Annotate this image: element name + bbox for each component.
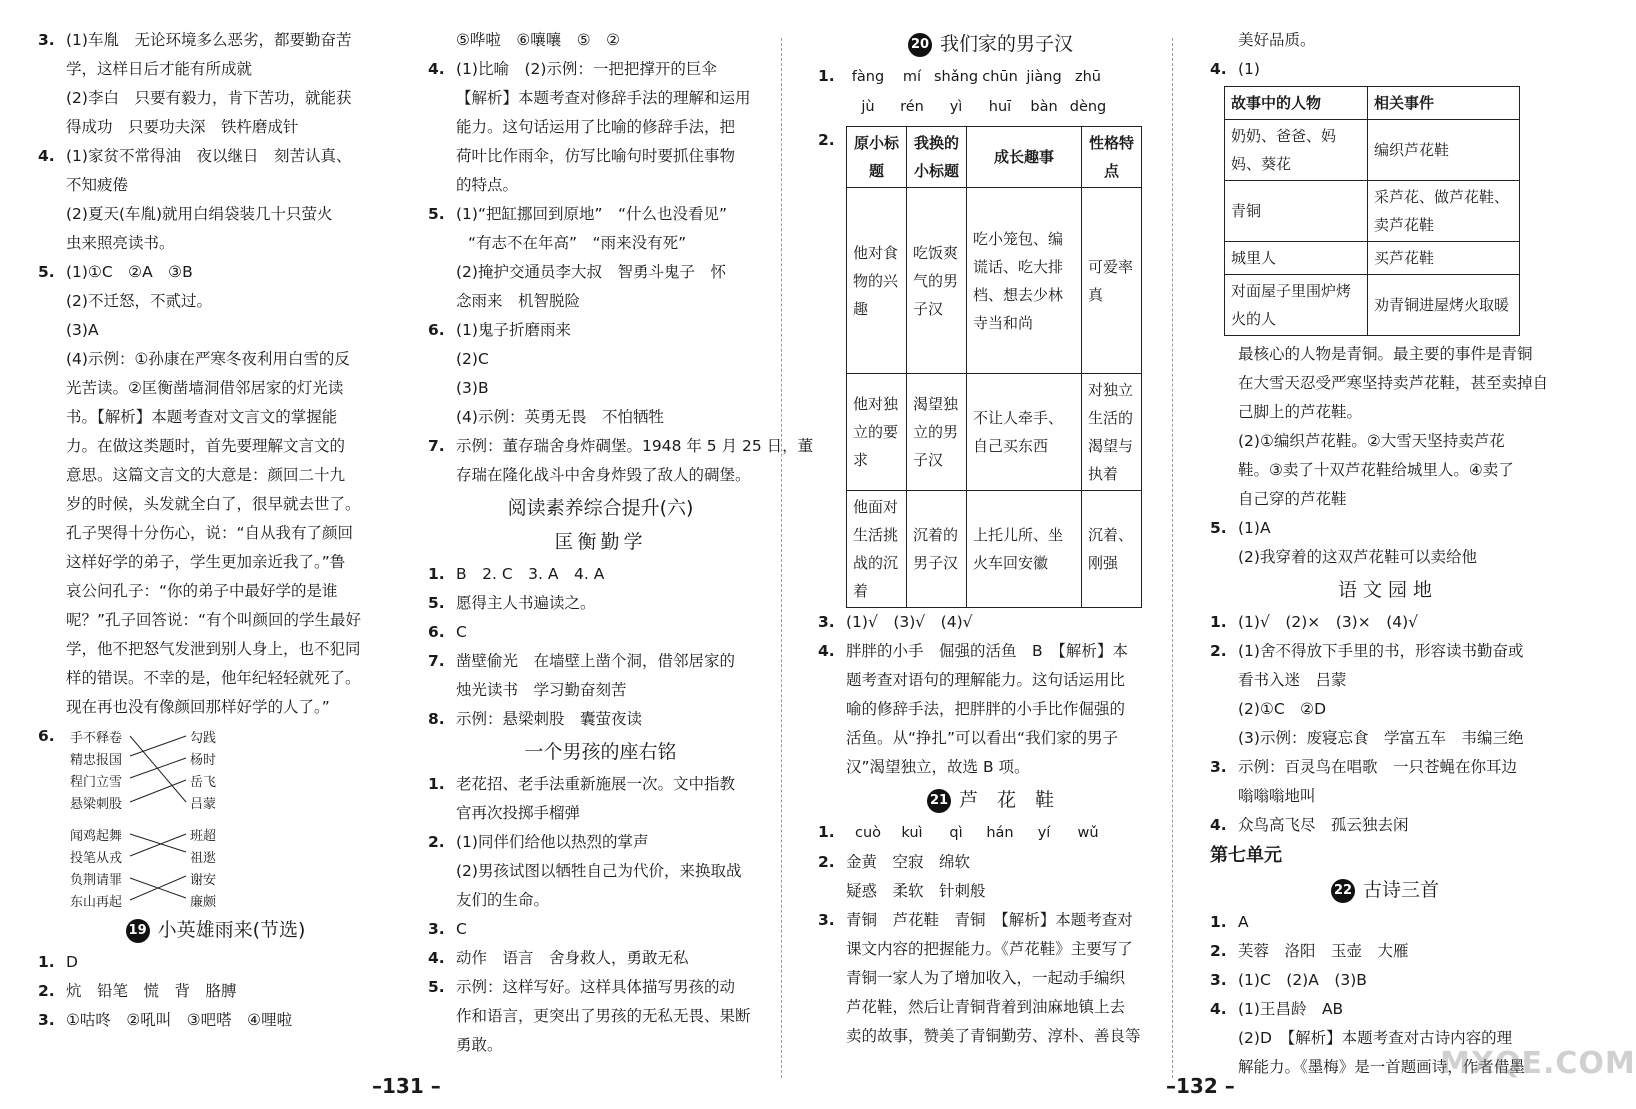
match-left: 负荆请罪	[70, 873, 123, 888]
subsection-title: 一个男孩的座右铭	[524, 741, 677, 763]
column-divider	[1172, 38, 1173, 1078]
question-7: 7. 示例：董存瑞舍身炸碉堡。1948 年 5 月 25 日，董 存瑞在隆化战斗中舍身炸毁了敌人的碉堡。	[428, 437, 814, 484]
lesson-number-badge: 21	[927, 789, 951, 813]
match-left: 投笔从戎	[70, 851, 123, 866]
section-title: 阅读素养综合提升(六)	[507, 497, 694, 519]
column-2: ⑤哗啦 ⑥嚷嚷 ⑤ ② 4. (1)比喻 (2)示例：一把把撑开的巨伞 【解析】本题考查对修辞手法的理解和运用 能力。这句话运用了比喻的修辞手法，把 荷叶比作雨伞，仿写比喻句时要抓住事物 的特点。 5. (1)“把缸挪回到原地” “什么也没看见” “有志不在年高” “雨来没有死” (2)掩护交通员李大叔 智勇斗鬼子 怀 念雨来 机智脱险 6. (1)鬼子折磨雨来 (2)C (3)B (4)示例：英勇无畏 不怕牺牲 7. 示例：董存瑞舍身炸碉堡。1948 年 5 月 25 日，董 存瑞在隆化战斗中舍身炸毁了敌人的碉堡。 阅读素养综合提升(六) 匡衡勤学 1. B 2. C 3. A 4. A 5. 愿得主人书遍读之。 6. C 7. 凿壁偷光 在墙壁上凿个洞，借邻居家的 烛光读书 学习勤奋刻苦 8. 示例：悬梁刺股 囊萤夜读 一个男孩的座右铭 1. 老花招、老手法重新施展一次。文中指教 官再次投掷手榴弹 2. (1)同伴们给他以热烈的掌声 (2)男孩试图以牺牲自己为代价，来换取战 友们的生命。 3. C 4. 动作 语言 舍身救人，勇敢无私 5. 示例：这样写好。这样具体描写男孩的动 作和语言，更突出了男孩的无私无畏、果断 勇敢。	[428, 31, 814, 1054]
lesson-number-badge: 20	[908, 33, 932, 57]
section-title: 语 文 园 地	[1337, 579, 1433, 601]
question-1-pinyin: 1. fàng mí shǎng chūn jiàng zhū jù rén yì huī bàn dèng	[818, 67, 1107, 115]
question-6: 6. (1)鬼子折磨雨来 (2)C (3)B (4)示例：英勇无畏 不怕牺牲	[428, 321, 664, 426]
question-2-table: 2. 原小标题 我换的小标题 成长趣事 性格特点 他对食物的兴趣 吃饭爽气的男子汉 吃小笼包、编谎话、吃大排档、想去少林寺当和尚 可爱率真 他对独立的要求 渴望独立的男子汉 不让人牵手、自己买东西 对独立生活的渴望与执着 他面对生活挑战的沉着 沉着的男子汉 上托儿所、坐火车回安徽 沉着、刚强	[818, 126, 1163, 608]
table-row: 青铜 采芦花、做芦花鞋、卖芦花鞋	[1225, 181, 1520, 242]
subsection-title: 匡衡勤学	[554, 531, 647, 553]
match-left: 东山再起	[70, 895, 123, 910]
column-1: 3. (1)车胤 无论环境多么恶劣，都要勤奋苦 学，这样日后才能有所成就 (2)李白 只要有毅力，肯下苦功，就能获 得成功 只要功夫深 铁杵磨成针 4. (1)家贫不常得油 夜以继日 刻苦认真、 不知疲倦 (2)夏天(车胤)就用白绢袋装几十只萤火 虫来照亮读书。 5. (1)①C ②A ③B (2)不迁怒，不贰过。 (3)A (4)示例：①孙康在严寒冬夜利用白雪的反 光苦读。②匡衡凿墙洞借邻居家的灯光读 书。【解析】本题考查对文言文的掌握能 力。在做这类题时，首先要理解文言文的 意思。这篇文言文的大意是：颜回二十九 岁的时候，头发就全白了，很早就去世了。 孔子哭得十分伤心，说：“自从我有了颜回 这样好学的弟子，学生更加亲近我了。”鲁 哀公问孔子：“你的弟子中最好学的是谁 呢？”孔子回答说：“有个叫颜回的学生最好 学，他不把怒气发泄到别人身上，也不犯同 样的错误。不幸的是，他年纪轻轻就死了。 现在再也没有像颜回那样好学的人了。” 6. 手不释卷 精忠报国 程门立雪 悬梁刺股 勾践 杨时 岳飞 吕蒙 闻鸡起舞 投笔从戎 负荆请罪 东山再起 班超 祖逖 谢安 廉颇 19 小英雄雨来(节选) 1. D 2. 炕 铅笔 慌 背 胳膊 3. ①咕咚 ②吼叫 ③吧嗒 ④哩啦	[38, 26, 393, 1035]
lesson-number-badge: 22	[1331, 879, 1355, 903]
lesson-19-heading: 19 小英雄雨来(节选)	[38, 914, 393, 946]
table-row: 他面对生活挑战的沉着 沉着的男子汉 上托儿所、坐火车回安徽 沉着、刚强	[847, 491, 1142, 608]
match-right: 岳飞	[190, 775, 217, 790]
match-left: 精忠报国	[70, 753, 123, 768]
match-left: 手不释卷	[70, 731, 123, 746]
unit-title: 第七单元	[1210, 845, 1282, 866]
match-right: 杨时	[190, 753, 217, 768]
column-4: 美好品质。 4. (1) 故事中的人物 相关事件 奶奶、爸爸、妈妈、葵花 编织芦花鞋 青铜 采芦花、做芦花鞋、卖芦花鞋 城里人 买芦花鞋 对面屋子里围炉烤火的人 劝青铜进屋烤火取暖 最核心的人物是青铜。最主要的事件是青铜 在大雪天忍受严寒坚持卖芦花鞋，甚至卖掉自 己脚上的芦花鞋。 (2)①编织芦花鞋。②大雪天坚持卖芦花 鞋。③卖了十双芦花鞋给城里人。④卖了 自己穿的芦花鞋 5. (1)A (2)我穿着的这双芦花鞋可以卖给他 语 文 园 地 1. (1)√ (2)× (3)× (4)√ 2. (1)舍不得放下手里的书，形容读书勤奋或 看书入迷 吕蒙 (2)①C ②D (3)示例：废寝忘食 学富五车 韦编三绝 3. 示例：百灵鸟在唱歌 一只苍蝇在你耳边 嗡嗡嗡地叫 4. 众鸟高飞尽 孤云独去闲 第七单元 22 古诗三首 1. A 2. 芙蓉 洛阳 玉壶 大雁 3. (1)C (2)A (3)B 4. (1)王昌龄 AB (2)D 【解析】本题考查对古诗内容的理 解能力。《墨梅》是一首题画诗，作者借墨	[1210, 26, 1560, 1082]
question-4: 4. (1)家贫不常得油 夜以继日 刻苦认真、 不知疲倦 (2)夏天(车胤)就用白绢袋装几十只萤火 虫来照亮读书。	[38, 147, 352, 252]
match-right: 吕蒙	[190, 797, 217, 812]
table-row: 奶奶、爸爸、妈妈、葵花 编织芦花鞋	[1225, 120, 1520, 181]
table-row: 城里人 买芦花鞋	[1225, 242, 1520, 275]
question-5: 5. (1)“把缸挪回到原地” “什么也没看见” “有志不在年高” “雨来没有死” (2)掩护交通员李大叔 智勇斗鬼子 怀 念雨来 机智脱险	[428, 205, 728, 310]
match-right: 班超	[190, 829, 217, 844]
match-right: 谢安	[190, 873, 217, 888]
question-4: 4. 胖胖的小手 倔强的活鱼 B 【解析】本 题考查对语句的理解能力。这句话运用比 喻的修辞手法，把胖胖的小手比作倔强的 活鱼。从“挣扎”可以看出“我们家的男子 汉”渴望独立，故选 B 项。	[818, 642, 1128, 776]
match-right: 廉颇	[190, 895, 217, 910]
table-row: 对面屋子里围炉烤火的人 劝青铜进屋烤火取暖	[1225, 275, 1520, 336]
column-3: 20 我们家的男子汉 1. fàng mí shǎng chūn jiàng zhū jù rén yì huī bàn dèng 2. 原小标题 我换的小标题 成长趣事 性格特点 他对食物的兴趣 吃饭爽气的男子汉 吃小笼包、编谎话、吃大排档、想去少林寺当和尚 可爱率真 他对独立的要求 渴望独立的男子汉 不让人牵手、自己买东西 对独立生活的渴望与执着 他面对生活挑战的沉着 沉着的男子汉 上托儿所、坐火车回安徽 沉着、刚强 3. (1)√ (3)√ (4)√ 4. 胖胖的小手 倔强的活鱼 B 【解析】本 题考查对语句的理解能力。这句话运用比 喻的修辞手法，把胖胖的小手比作倔强的 活鱼。从“挣扎”可以看出“我们家的男子 汉”渴望独立，故选 B 项。 21 芦 花 鞋 1. cuò kuì qì hán yí wǔ 2. 金黄 空寂 绵软 疑惑 柔软 针刺般 3. 青铜 芦花鞋 青铜 【解析】本题考查对 课文内容的把握能力。《芦花鞋》主要写了 青铜一家人为了增加收入，一起动手编织 芦花鞋，然后让青铜背着到油麻地镇上去 卖的故事，赞美了青铜勤劳、淳朴、善良等	[818, 26, 1163, 1051]
lesson-21-heading: 21 芦 花 鞋	[818, 784, 1163, 816]
match-left: 闻鸡起舞	[70, 829, 123, 844]
page-number-right: –132 –	[1166, 1074, 1235, 1098]
table-row: 他对食物的兴趣 吃饭爽气的男子汉 吃小笼包、编谎话、吃大排档、想去少林寺当和尚 可爱率真	[847, 188, 1142, 374]
lesson-22-heading: 22 古诗三首	[1210, 874, 1560, 906]
page-number-left: –131 –	[372, 1074, 441, 1098]
question-5: 5. (1)①C ②A ③B (2)不迁怒，不贰过。 (3)A (4)示例：①孙康在严寒冬夜利用白雪的反 光苦读。②匡衡凿墙洞借邻居家的灯光读 书。【解析】本题考查对文言文的掌握能 力。在做这类题时，首先要理解文言文的 意思。这篇文言文的大意是：颜回二十九 岁的时候，头发就全白了，很早就去世了。 孔子哭得十分伤心，说：“自从我有了颜回 这样好学的弟子，学生更加亲近我了。”鲁 哀公问孔子：“你的弟子中最好学的是谁 呢？”孔子回答说：“有个叫颜回的学生最好 学，他不把怒气发泄到别人身上，也不犯同 样的错误。不幸的是，他年纪轻轻就死了。 现在再也没有像颜回那样好学的人了。”	[38, 263, 362, 716]
match-right: 勾践	[190, 731, 217, 746]
growth-table: 原小标题 我换的小标题 成长趣事 性格特点 他对食物的兴趣 吃饭爽气的男子汉 吃小笼包、编谎话、吃大排档、想去少林寺当和尚 可爱率真 他对独立的要求 渴望独立的男子汉 不让人牵手、自己买东西 对独立生活的渴望与执着 他面对生活挑战的沉着 沉着的男子汉 上托儿所、坐火车回安徽 沉着、刚强	[846, 126, 1142, 608]
character-event-table: 故事中的人物 相关事件 奶奶、爸爸、妈妈、葵花 编织芦花鞋 青铜 采芦花、做芦花鞋、卖芦花鞋 城里人 买芦花鞋 对面屋子里围炉烤火的人 劝青铜进屋烤火取暖	[1224, 86, 1520, 336]
page-fold-divider	[781, 38, 782, 1078]
match-left: 悬梁刺股	[70, 797, 123, 812]
question-3: 3. (1)车胤 无论环境多么恶劣，都要勤奋苦 学，这样日后才能有所成就 (2)李白 只要有毅力，肯下苦功，就能获 得成功 只要功夫深 铁杵磨成针	[38, 31, 352, 136]
lesson-20-heading: 20 我们家的男子汉	[818, 28, 1163, 60]
question-6-matching: 6. 手不释卷 精忠报国 程门立雪 悬梁刺股 勾践 杨时 岳飞 吕蒙 闻鸡起舞 投笔从戎 负荆请罪 东山再起 班超 祖逖 谢安 廉颇	[38, 722, 393, 912]
watermark-logo: MXQE.COM	[1440, 1046, 1636, 1081]
table-row: 他对独立的要求 渴望独立的男子汉 不让人牵手、自己买东西 对独立生活的渴望与执着	[847, 374, 1142, 491]
match-right: 祖逖	[190, 851, 217, 866]
question-4: 4. (1)比喻 (2)示例：一把把撑开的巨伞 【解析】本题考查对修辞手法的理解和运用 能力。这句话运用了比喻的修辞手法，把 荷叶比作雨伞，仿写比喻句时要抓住事物 的特点。	[428, 60, 751, 194]
lesson-number-badge: 19	[126, 919, 150, 943]
match-left: 程门立雪	[70, 775, 123, 790]
